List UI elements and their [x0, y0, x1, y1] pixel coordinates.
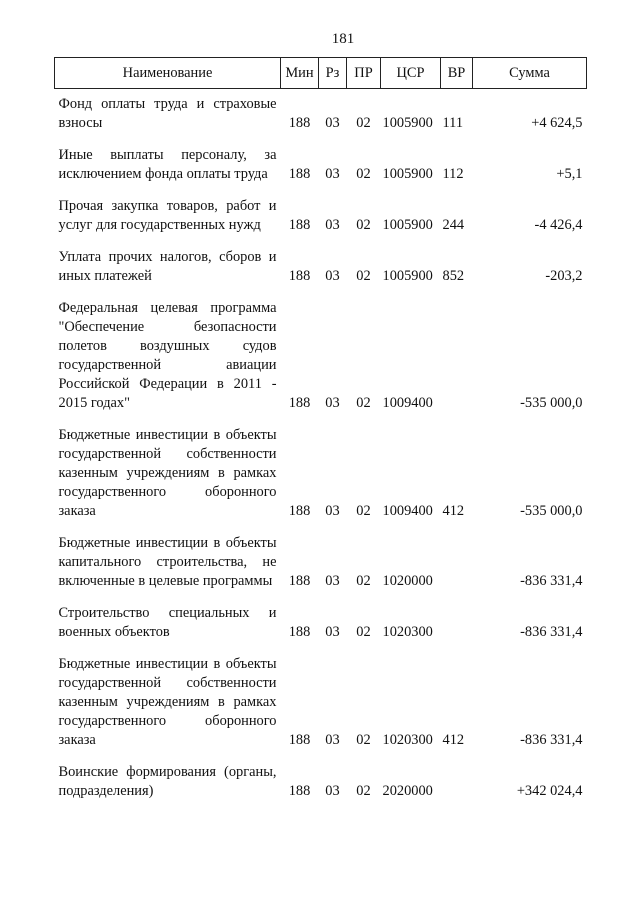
row-csr: 2020000 — [382, 783, 433, 799]
header-name: Наименование — [55, 58, 281, 89]
page-number: 181 — [331, 31, 355, 47]
row-min: 188 — [288, 395, 311, 411]
header-vr: ВР — [441, 58, 473, 89]
table-header — [55, 58, 587, 89]
row-sum: -4 426,4 — [534, 217, 583, 233]
table-row — [55, 591, 587, 642]
row-name: Воинские формирования (органы, подразделения) — [58, 764, 277, 799]
row-rz: 03 — [325, 395, 340, 411]
row-csr: 1020300 — [382, 624, 433, 640]
table-row — [55, 235, 587, 286]
table-row — [55, 286, 587, 413]
row-csr: 1009400 — [382, 395, 433, 411]
header-rz: Рз — [319, 58, 347, 89]
row-pr: 02 — [356, 783, 371, 799]
row-rz: 03 — [325, 217, 340, 233]
row-rz: 03 — [325, 115, 340, 131]
row-name: Фонд оплаты труда и страховые взносы — [58, 96, 277, 131]
row-csr: 1005900 — [382, 166, 433, 182]
row-min: 188 — [288, 503, 311, 519]
row-min: 188 — [288, 166, 311, 182]
row-vr — [441, 521, 473, 591]
row-csr: 1005900 — [382, 217, 433, 233]
header-min: Мин — [281, 58, 319, 89]
row-rz: 03 — [325, 732, 340, 748]
row-vr: 244 — [442, 217, 465, 233]
header-csr: ЦСР — [381, 58, 441, 89]
row-vr: 112 — [442, 166, 464, 182]
row-name: Бюджетные инвестиции в объекты государственной собственности казенным учреждениям в рамках государственного оборонного заказа — [58, 427, 277, 519]
header-sum: Сумма — [473, 58, 587, 89]
row-rz: 03 — [325, 268, 340, 284]
row-name: Федеральная целевая программа "Обеспечение безопасности полетов воздушных судов государственной авиации Российской Федерации в 2011 - 2015 годах" — [58, 300, 277, 411]
row-min: 188 — [288, 624, 311, 640]
table-row — [55, 184, 587, 235]
row-pr: 02 — [356, 573, 371, 589]
row-rz: 03 — [325, 503, 340, 519]
row-csr: 1005900 — [382, 115, 433, 131]
row-pr: 02 — [356, 268, 371, 284]
row-sum: -535 000,0 — [520, 395, 583, 411]
row-pr: 02 — [356, 624, 371, 640]
row-name: Бюджетные инвестиции в объекты государственной собственности казенным учреждениям в рамках государственного оборонного заказа — [58, 656, 277, 748]
row-vr: 412 — [442, 732, 465, 748]
row-min: 188 — [288, 783, 311, 799]
row-sum: -836 331,4 — [520, 732, 583, 748]
row-csr: 1005900 — [382, 268, 433, 284]
row-sum: +4 624,5 — [531, 115, 583, 131]
table-row — [55, 750, 587, 801]
row-sum: -836 331,4 — [520, 573, 583, 589]
row-name: Прочая закупка товаров, работ и услуг для государственных нужд — [58, 198, 277, 233]
row-min: 188 — [288, 573, 311, 589]
row-min: 188 — [288, 217, 311, 233]
row-name: Бюджетные инвестиции в объекты капитального строительства, не включенные в целевые программы — [58, 535, 277, 589]
row-pr: 02 — [356, 732, 371, 748]
row-rz: 03 — [325, 166, 340, 182]
row-sum: +342 024,4 — [516, 783, 583, 799]
row-sum: -535 000,0 — [520, 503, 583, 519]
row-pr: 02 — [356, 217, 371, 233]
row-pr: 02 — [356, 395, 371, 411]
row-sum: +5,1 — [556, 166, 583, 182]
row-name: Строительство специальных и военных объектов — [58, 605, 277, 640]
table-row — [55, 642, 587, 750]
row-name: Иные выплаты персоналу, за исключением фонда оплаты труда — [58, 147, 277, 182]
row-pr: 02 — [356, 115, 371, 131]
row-vr — [441, 591, 473, 642]
row-csr: 1009400 — [382, 503, 433, 519]
row-vr — [441, 286, 473, 413]
row-csr: 1020300 — [382, 732, 433, 748]
header-row — [55, 58, 587, 89]
row-rz: 03 — [325, 573, 340, 589]
row-vr: 111 — [442, 115, 464, 131]
row-min: 188 — [288, 115, 311, 131]
row-name: Уплата прочих налогов, сборов и иных платежей — [58, 249, 277, 284]
row-vr: 852 — [442, 268, 465, 284]
table-row — [55, 413, 587, 521]
row-vr — [441, 750, 473, 801]
row-pr: 02 — [356, 503, 371, 519]
table-row — [55, 89, 587, 134]
table-row — [55, 521, 587, 591]
row-min: 188 — [288, 732, 311, 748]
budget-table — [54, 57, 587, 801]
header-pr: ПР — [347, 58, 381, 89]
row-min: 188 — [288, 268, 311, 284]
row-sum: -203,2 — [545, 268, 583, 284]
row-sum: -836 331,4 — [520, 624, 583, 640]
table-row — [55, 133, 587, 184]
row-pr: 02 — [356, 166, 371, 182]
row-rz: 03 — [325, 783, 340, 799]
table-body — [55, 89, 587, 802]
row-csr: 1020000 — [382, 573, 433, 589]
row-rz: 03 — [325, 624, 340, 640]
row-vr: 412 — [442, 503, 465, 519]
